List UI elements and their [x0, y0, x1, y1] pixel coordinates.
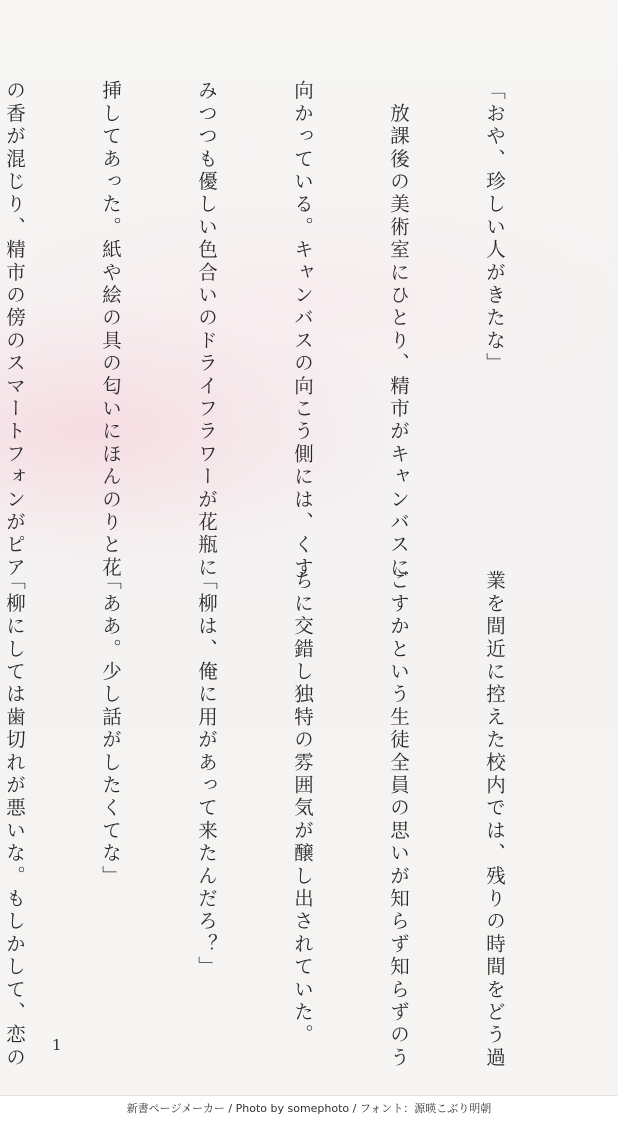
text-line: ごすかという生徒全員の思いが知らず知らずのう	[387, 570, 410, 1070]
page-number: 1	[52, 1036, 62, 1054]
text-line: 放課後の美術室にひとり、精市がキャンバスに	[387, 80, 410, 580]
text-line: 「柳は、俺に用があって来たんだろ？」	[195, 570, 218, 979]
text-column-top	[0, 80, 574, 580]
text-line: 「おや、珍しい人がきたな」	[483, 80, 506, 376]
credit-line: 新書ページメーカー / Photo by somephoto / フォント：源暎こぶり明朝	[126, 1102, 492, 1115]
text-line: の香が混じり、精市の傍のスマートフォンがピア	[3, 80, 26, 580]
text-column-bottom	[0, 570, 574, 1070]
text-line: みつつも優しい色合いのドライフラワーが花瓶に	[195, 80, 218, 580]
text-line: 「ああ。少し話がしたくてな」	[99, 570, 122, 888]
text-line: 向かっている。キャンバスの向こう側には、くす	[291, 80, 314, 580]
text-line: 挿してあった。紙や絵の具の匂いにほんのりと花	[99, 80, 122, 580]
text-line: 業を間近に控えた校内では、残りの時間をどう過	[483, 570, 506, 1070]
text-line: 「柳にしては歯切れが悪いな。もしかして、恋の	[3, 570, 26, 1070]
text-line: ちに交錯し独特の雰囲気が醸し出されていた。	[291, 570, 314, 1047]
